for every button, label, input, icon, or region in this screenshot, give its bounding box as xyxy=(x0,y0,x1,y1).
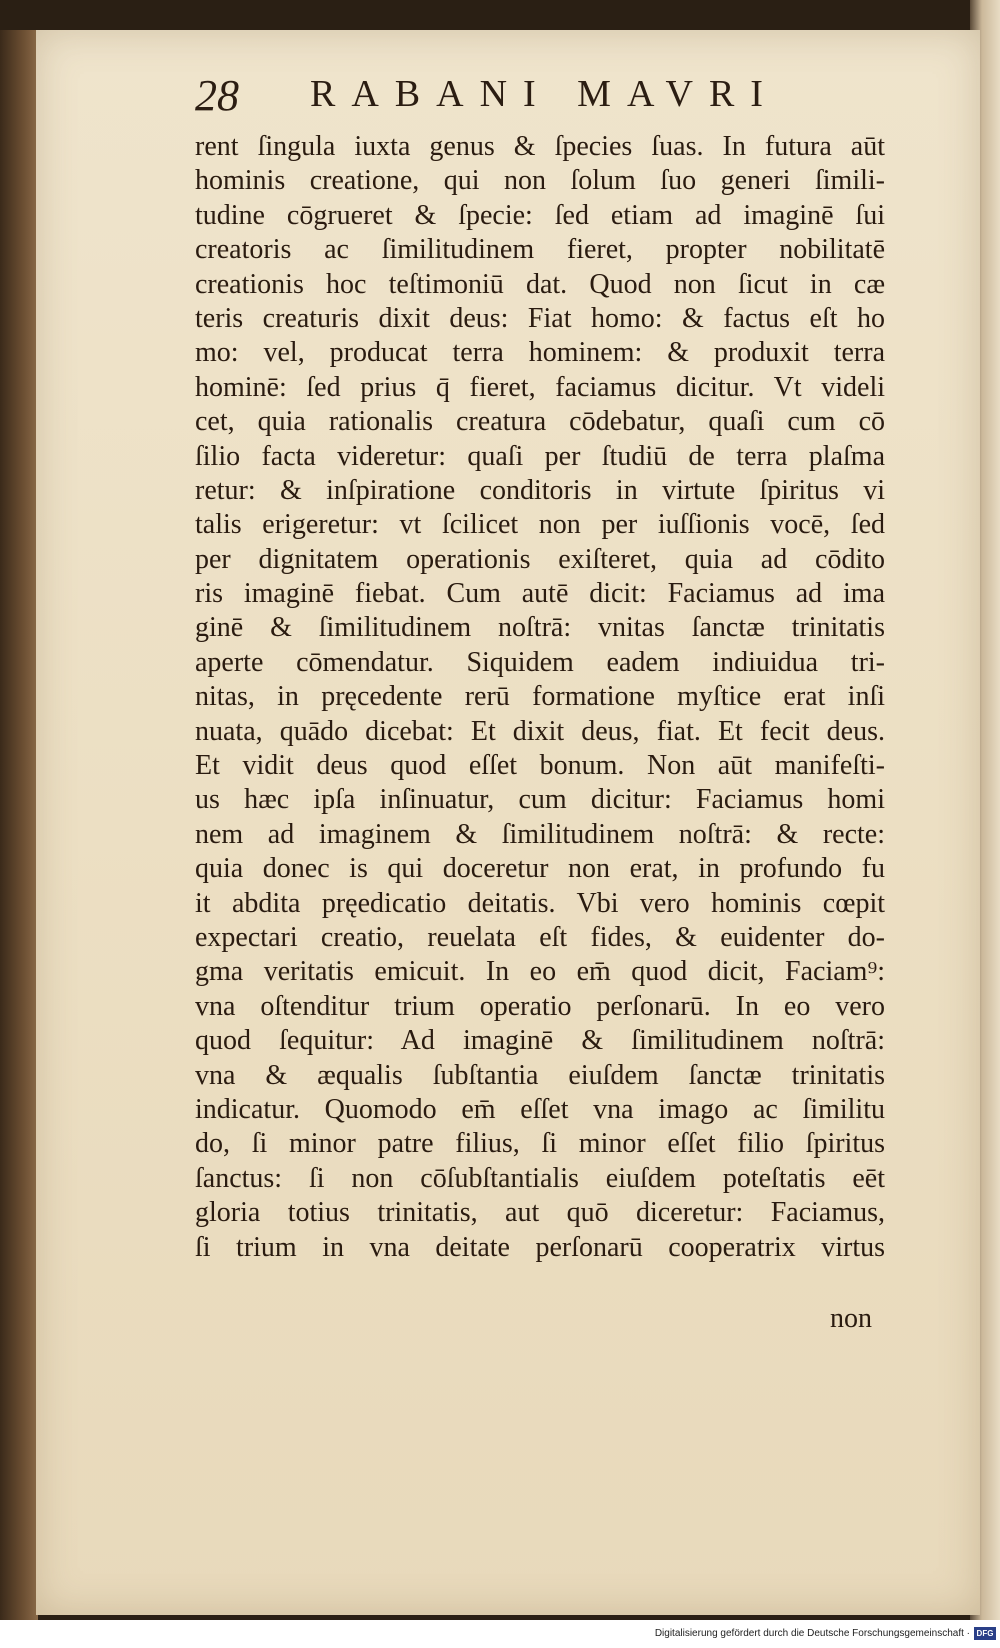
text-line: do, ſi minor patre filius, ſi minor eſſet filio ſpiritus xyxy=(195,1128,885,1160)
text-line: gma veritatis emicuit. In eo em̄ quod dicit, Faciam⁹: xyxy=(195,956,885,988)
text-line: nem ad imaginem & ſimilitudinem noſtrā: & recte: xyxy=(195,818,885,850)
page-header xyxy=(195,70,855,130)
text-line: hominis creatione, qui non ſolum ſuo generi ſimili- xyxy=(195,165,885,197)
text-line: ſilio facta videretur: quaſi per ſtudiū de terra plaſma xyxy=(195,440,885,472)
text-line: expectari creatio, reuelata eſt fides, & euidenter do- xyxy=(195,921,885,953)
text-line: ſanctus: ſi non cōſubſtantialis eiuſdem poteſtatis eēt xyxy=(195,1162,885,1194)
text-line: nitas, in pręcedente rerū formatione myſtice erat inſi xyxy=(195,681,885,713)
page-number: 28 xyxy=(195,71,239,120)
text-line: it abdita pręedicatio deitatis. Vbi vero hominis cœpit xyxy=(195,887,885,919)
text-line: mo: vel, producat terra hominem: & produxit terra xyxy=(195,337,885,369)
text-line: quia donec is qui doceretur non erat, in profundo fu xyxy=(195,853,885,885)
text-line: Et vidit deus quod eſſet bonum. Non aūt manifeſti- xyxy=(195,750,885,782)
running-head: RABANI MAVRI xyxy=(310,73,779,115)
body-text xyxy=(195,130,885,1265)
text-line: ris imaginē fiebat. Cum autē dicit: Faciamus ad ima xyxy=(195,578,885,610)
text-line: us hæc ipſa inſinuatur, cum dicitur: Faciamus homi xyxy=(195,784,885,816)
text-line: creationis hoc teſtimoniū dat. Quod non ſicut in cæ xyxy=(195,268,885,300)
book-binding xyxy=(0,30,38,1620)
text-line: tudine cōgrueret & ſpecie: ſed etiam ad imaginē ſui xyxy=(195,199,885,231)
text-line: talis erigeretur: vt ſcilicet non per iuſſionis vocē, ſed xyxy=(195,509,885,541)
text-line: cet, quia rationalis creatura cōdebatur, quaſi cum cō xyxy=(195,406,885,438)
text-line: quod ſequitur: Ad imaginē & ſimilitudinem noſtrā: xyxy=(195,1025,885,1057)
catchword: non xyxy=(830,1303,872,1334)
text-line: per dignitatem operationis exiſteret, quia ad cōdito xyxy=(195,543,885,575)
text-line: retur: & inſpiratione conditoris in virtute ſpiritus vi xyxy=(195,474,885,506)
text-line: vna oſtenditur trium operatio perſonarū. In eo vero xyxy=(195,990,885,1022)
text-line: vna & æqualis ſubſtantia eiuſdem ſanctæ trinitatis xyxy=(195,1059,885,1091)
text-line: ſi trium in vna deitate perſonarū cooperatrix virtus xyxy=(195,1231,885,1263)
text-line: creatoris ac ſimilitudinem fieret, propter nobilitatē xyxy=(195,234,885,266)
funding-credit: Digitalisierung gefördert durch die Deutsche Forschungsgemeinschaft · xyxy=(654,1628,970,1639)
text-line: gloria totius trinitatis, aut quō diceretur: Faciamus, xyxy=(195,1197,885,1229)
text-line: indicatur. Quomodo em̄ eſſet vna imago ac ſimilitu xyxy=(195,1093,885,1125)
text-line: nuata, quādo dicebat: Et dixit deus, fiat. Et fecit deus. xyxy=(195,715,885,747)
text-line: hominē: ſed prius q̄ fieret, faciamus dicitur. Vt videli xyxy=(195,371,885,403)
dfg-logo: DFG xyxy=(974,1627,996,1640)
text-line: aperte cōmendatur. Siquidem eadem indiuidua tri- xyxy=(195,646,885,678)
footer-bar xyxy=(0,1620,1000,1648)
text-line: rent ſingula iuxta genus & ſpecies ſuas. In futura aūt xyxy=(195,131,885,162)
text-line: ginē & ſimilitudinem noſtrā: vnitas ſanctæ trinitatis xyxy=(195,612,885,644)
text-line: teris creaturis dixit deus: Fiat homo: & factus eſt ho xyxy=(195,302,885,334)
